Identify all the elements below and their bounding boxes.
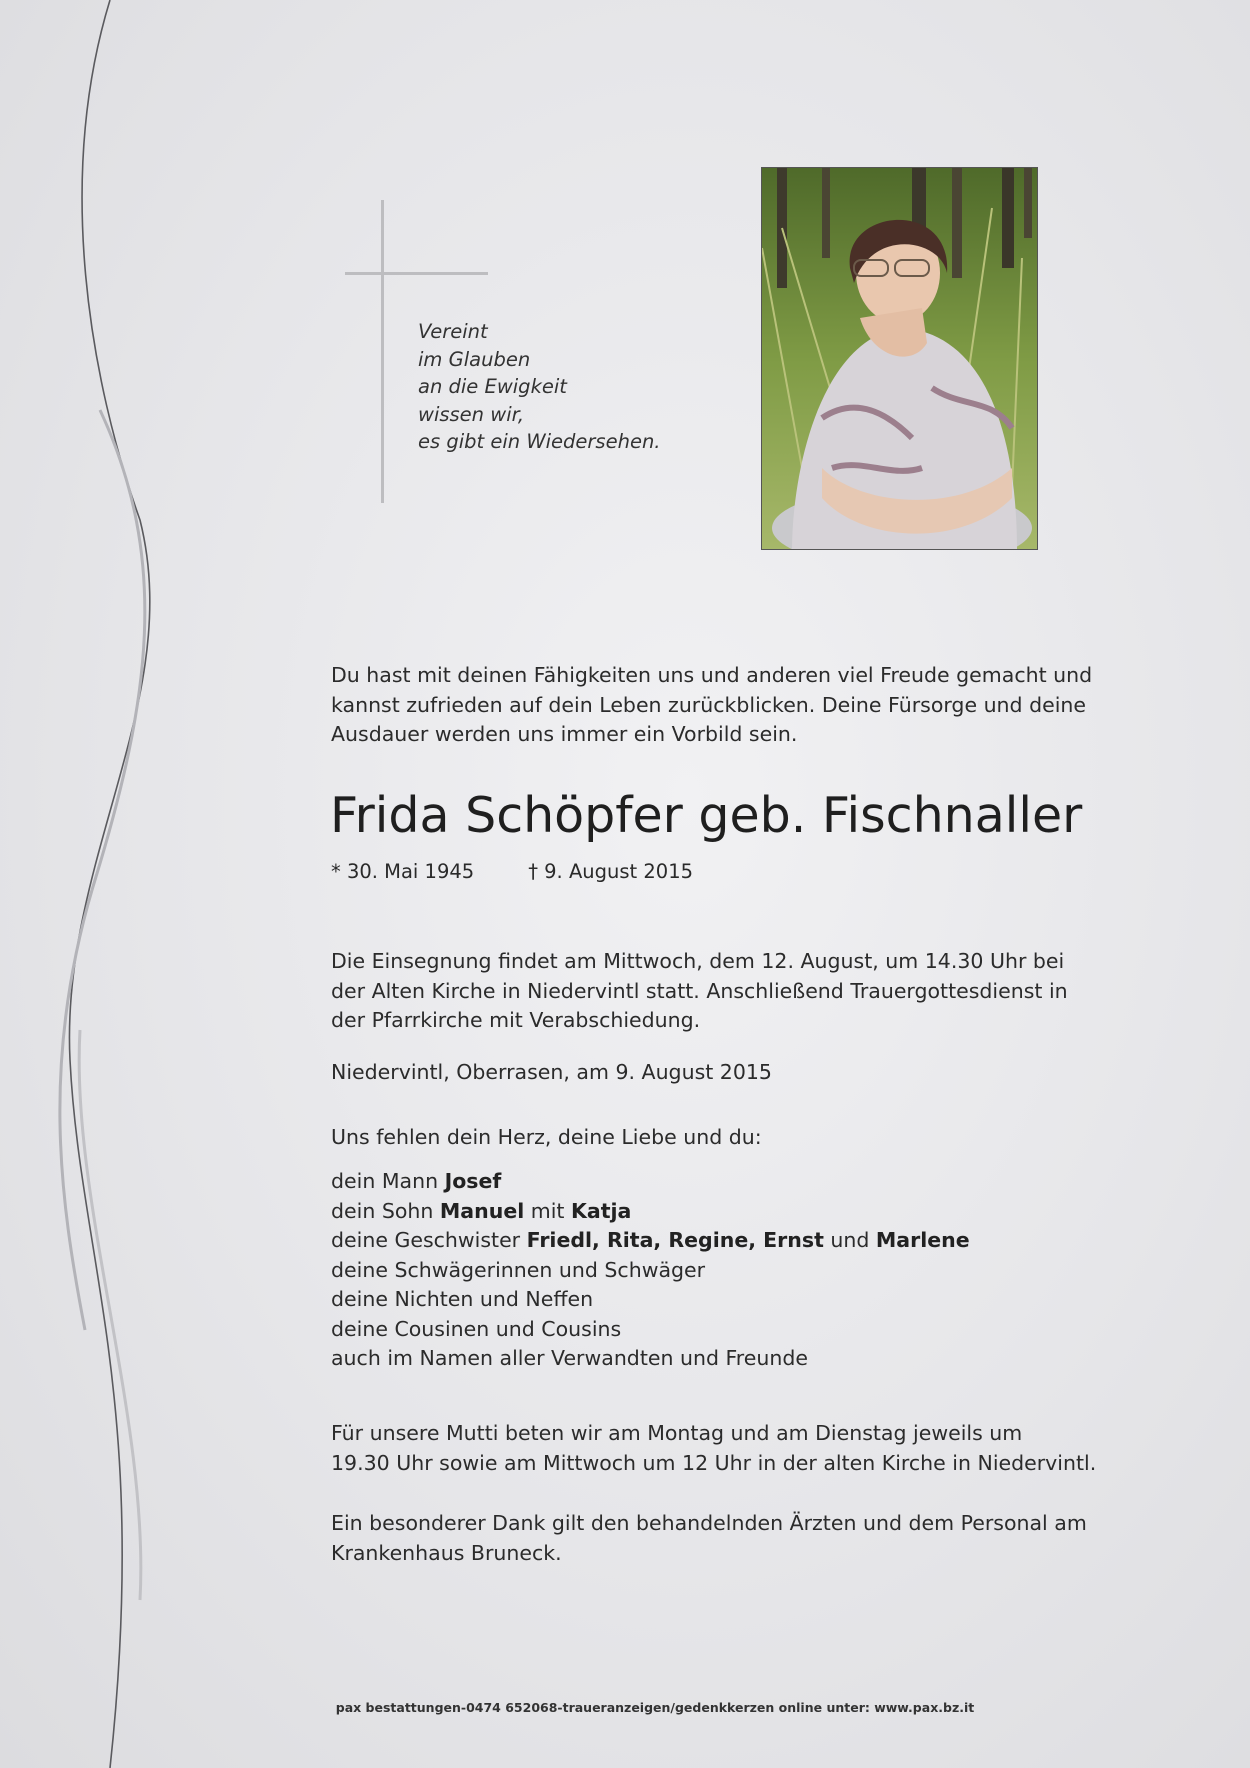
family-name: Katja: [571, 1198, 632, 1223]
family-connector: und: [823, 1228, 876, 1252]
cross-vertical-bar: [381, 200, 384, 503]
family-line: [331, 1226, 1071, 1256]
birth-date: * 30. Mai 1945: [331, 860, 475, 883]
family-connector: mit: [524, 1198, 571, 1223]
thanks-line: Krankenhaus Bruneck.: [331, 1540, 562, 1565]
family-relation: dein Mann: [331, 1169, 445, 1193]
motto-verse: [418, 318, 661, 456]
family-line: auch im Namen aller Verwandten und Freunde: [331, 1346, 808, 1370]
thanks-paragraph: [331, 1509, 1087, 1568]
intro-line: Ausdauer werden uns immer ein Vorbild sein.: [331, 722, 798, 746]
family-line: deine Cousinen und Cousins: [331, 1316, 622, 1341]
motto-line: an die Ewigkeit: [418, 375, 567, 398]
family-list: [331, 1167, 1071, 1374]
ceremony-paragraph: [331, 947, 1071, 1036]
family-relation: dein Sohn: [331, 1198, 440, 1223]
mourning-intro-line: Uns fehlen dein Herz, deine Liebe und du:: [331, 1125, 762, 1149]
place-date-line: Niedervintl, Oberrasen, am 9. August 2015: [331, 1060, 772, 1084]
prayer-line: 19.30 Uhr sowie am Mittwoch um 12 Uhr in der alten Kirche in Niedervintl.: [331, 1450, 1097, 1475]
family-name: Friedl, Rita, Regine, Ernst: [526, 1228, 824, 1252]
family-relation: deine Geschwister: [331, 1228, 527, 1252]
family-name: Josef: [444, 1169, 502, 1193]
family-line: deine Schwägerinnen und Schwäger: [331, 1257, 706, 1282]
motto-line: Vereint: [418, 320, 488, 343]
family-line: [331, 1197, 1071, 1227]
deceased-name: Frida Schöpfer geb. Fischnaller: [330, 787, 1083, 844]
prayer-line: Für unsere Mutti beten wir am Montag und am Dienstag jeweils um: [331, 1421, 1023, 1445]
cross-horizontal-bar: [345, 272, 488, 275]
intro-line: kannst zufrieden auf dein Leben zurückblicken. Deine Fürsorge und deine: [331, 692, 1087, 717]
motto-line: es gibt ein Wiedersehen.: [418, 430, 661, 453]
prayer-paragraph: [331, 1419, 1097, 1478]
death-date: † 9. August 2015: [528, 860, 694, 883]
family-name: Manuel: [439, 1198, 525, 1223]
family-line: [331, 1167, 1071, 1197]
motto-line: wissen wir,: [418, 402, 525, 426]
life-dates: [331, 858, 693, 886]
ceremony-line: der Pfarrkirche mit Verabschiedung.: [331, 1008, 701, 1032]
family-line: deine Nichten und Neffen: [331, 1287, 594, 1311]
thanks-line: Ein besonderer Dank gilt den behandelnden Ärzten und dem Personal am: [331, 1511, 1087, 1535]
ceremony-line: der Alten Kirche in Niedervintl statt. Anschließend Trauergottesdienst in: [331, 978, 1068, 1003]
motto-line: im Glauben: [418, 347, 531, 371]
footer-contact: pax bestattungen-0474 652068-traueranzeigen/gedenkkerzen online unter: www.pax.bz.it: [335, 1700, 975, 1715]
intro-line: Du hast mit deinen Fähigkeiten uns und anderen viel Freude gemacht und: [331, 663, 1093, 687]
ceremony-line: Die Einsegnung findet am Mittwoch, dem 12. August, um 14.30 Uhr bei: [331, 949, 1065, 973]
intro-paragraph: [331, 661, 1093, 750]
portrait-photo: [761, 167, 1038, 550]
family-name: Marlene: [875, 1228, 970, 1252]
